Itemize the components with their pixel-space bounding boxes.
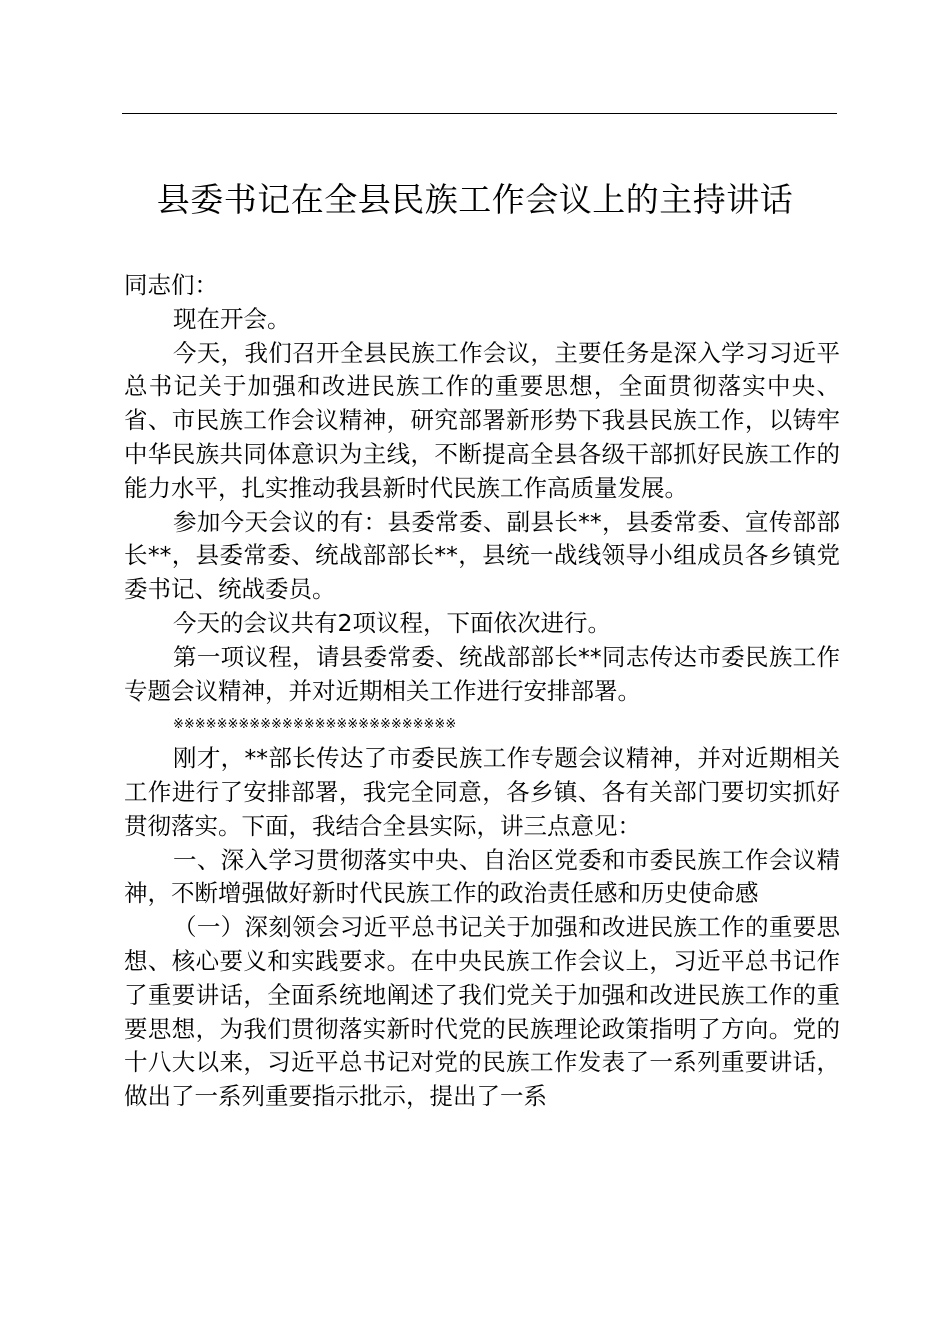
document-title: 县委书记在全县民族工作会议上的主持讲话 bbox=[156, 180, 794, 219]
header-rule bbox=[122, 113, 837, 114]
section-heading: 一、深入学习贯彻落实中央、自治区党委和市委民族工作会议精神，不断增强做好新时代民族工作的政治责任感和历史使命感 bbox=[124, 845, 840, 908]
paragraph: 现在开会。 bbox=[173, 304, 291, 333]
document-body bbox=[124, 269, 840, 1114]
paragraph: 第一项议程，请县委常委、统战部部长**同志传达市委民族工作专题会议精神，并对近期相关工作进行安排部署。 bbox=[124, 642, 840, 705]
paragraph: 今天的会议共有2项议程，下面依次进行。 bbox=[173, 608, 611, 637]
paragraph: 参加今天会议的有：县委常委、副县长**，县委常委、宣传部部长**，县委常委、统战部部长**，县统一战线领导小组成员各乡镇党委书记、统战委员。 bbox=[124, 507, 840, 604]
paragraph: 刚才，**部长传达了市委民族工作专题会议精神，并对近期相关工作进行了安排部署，我完全同意，各乡镇、各有关部门要切实抓好贯彻落实。下面，我结合全县实际，讲三点意见： bbox=[124, 744, 840, 840]
salutation: 同志们： bbox=[124, 271, 218, 299]
subsection-paragraph: （一）深刻领会习近平总书记关于加强和改进民族工作的重要思想、核心要义和实践要求。在中央民族工作会议上，习近平总书记作了重要讲话，全面系统地阐述了我们党关于加强和改进民族工作的重要思想，为我们贯彻落实新时代党的民族理论政策指明了方向。党的十八大以来，习近平总书记对党的民族工作发表了一系列重要讲话，做出了一系列重要指示批示，提出了一系 bbox=[124, 913, 840, 1111]
section-separator: ※※※※※※※※※※※※※※※※※※※※※※※※※※ bbox=[173, 717, 457, 733]
paragraph: 今天，我们召开全县民族工作会议，主要任务是深入学习习近平总书记关于加强和改进民族工作的重要思想，全面贯彻落实中央、省、市民族工作会议精神，研究部署新形势下我县民族工作，以铸牢中华民族共同体意识为主线，不断提高全县各级干部抓好民族工作的能力水平，扎实推动我县新时代民族工作高质量发展。 bbox=[124, 338, 840, 502]
